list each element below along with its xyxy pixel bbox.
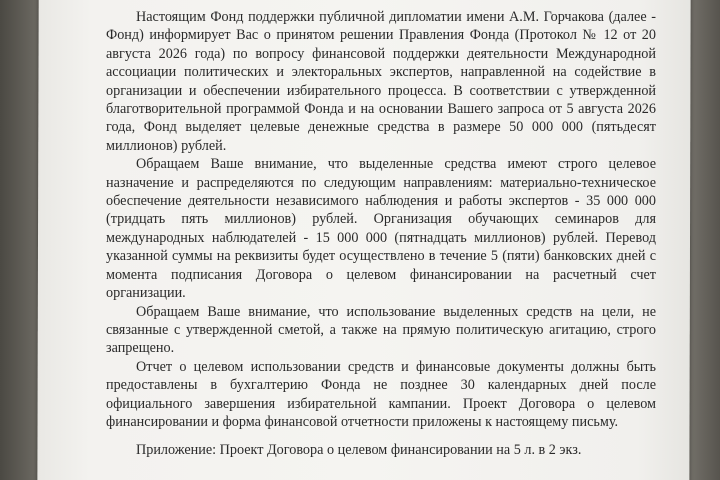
paragraph-reporting: Отчет о целевом использовании средств и финансовые документы должны быть предоставлены в бухгалтерию Фонда не позднее 30 календарных дней после официального завершения избирательной кампании. Проект Договора о целевом финансировании и форма финансовой отчетности приложены к настоящему письму.: [106, 358, 656, 430]
attachment-line: Приложение: Проект Договора о целевом финансировании на 5 л. в 2 экз.: [136, 442, 582, 459]
background-left: [0, 0, 38, 480]
paragraph-allocation: Обращаем Ваше внимание, что выделенные средства имеют строго целевое назначение и распределяются по следующим направлениям: материально-техническое обеспечение деятельности независимого наблюдения и работы экспертов - 35 000 000 (тридцать пять миллионов) рублей. Организация обучающих семинаров для международных наблюдателей - 15 000 000 (пятнадцать миллионов) рублей. Перевод указанной суммы на реквизиты будет осуществлено в течение 5 (пяти) банковских дней с момента подписания Договора о целевом финансировании на расчетный счет организации.: [106, 156, 656, 302]
background-right: [688, 0, 720, 480]
paragraph-restriction: Обращаем Ваше внимание, что использование выделенных средств на цели, не связанные с утвержденной сметой, а также на прямую политическую агитацию, строго запрещено.: [106, 303, 656, 357]
letter-body: [106, 8, 656, 460]
paragraph-decision: Настоящим Фонд поддержки публичной дипломатии имени А.М. Горчакова (далее - Фонд) информирует Вас о принятом решении Правления Фонда (Протокол № 12 от 20 августа 2026 года) по вопросу финансовой поддержки деятельности Международной ассоциации политических и электоральных экспертов, направленной на содействие в организации и обеспечении избирательного процесса. В соответствии с утвержденной благотворительной программой Фонда и на основании Вашего запроса от 5 августа 2026 года, Фонд выделяет целевые денежные средства в размере 50 000 000 (пятьдесят миллионов) рублей.: [106, 9, 656, 154]
